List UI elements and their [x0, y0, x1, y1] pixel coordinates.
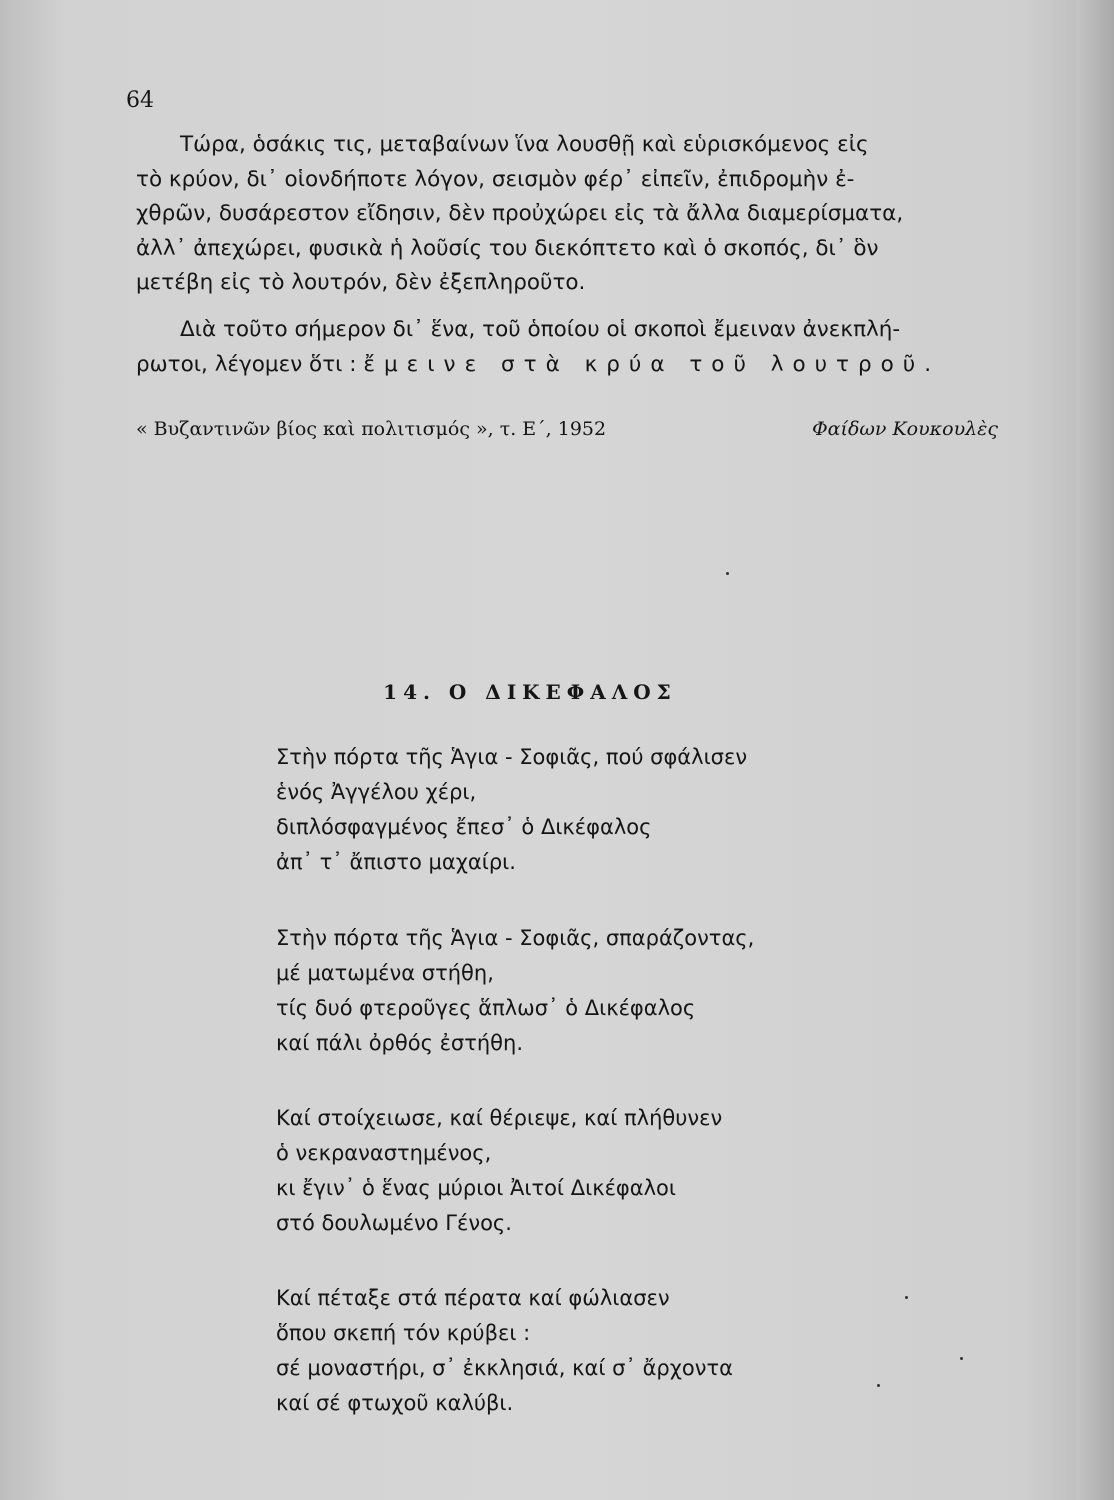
poem-stanza-1 [276, 740, 747, 880]
ink-speck [960, 1357, 963, 1360]
prose-line: μετέβη εἰς τὸ λουτρόν, δὲν ἐξεπληροῦτο. [136, 270, 586, 295]
page-number: 64 [126, 88, 154, 113]
poem-line: τίς δυό φτεροῦγες ἅπλωσ᾽ ὁ Δικέφαλος [276, 996, 696, 1020]
ink-speck [726, 572, 729, 575]
poem-line: κι ἔγιν᾽ ὁ ἕνας μύριοι Ἀιτοί Δικέφαλοι [276, 1176, 676, 1200]
section-heading: 14. Ο ΔΙΚΕΦΑΛΟΣ [383, 680, 677, 704]
poem-line: καί πάλι ὀρθός ἐστήθη. [276, 1031, 524, 1055]
prose-paragraph-2 [136, 313, 998, 382]
prose-line-start: ρωτοι, λέγομεν ὅτι : [136, 351, 357, 377]
poem-line: Στὴν πόρτα τῆς Ἁγια - Σοφιᾶς, πού σφάλισεν [276, 745, 748, 769]
poem-stanza-2 [276, 921, 754, 1061]
poem-line: ὅπου σκεπή τόν κρύβει : [276, 1321, 531, 1345]
poem-line: σέ μοναστήρι, σ᾽ ἐκκλησιά, καί σ᾽ ἄρχοντα [276, 1356, 733, 1380]
prose-paragraph-1 [136, 128, 998, 301]
poem-line: ἑνός Ἀγγέλου χέρι, [276, 780, 477, 804]
poem-line: στό δουλωμένο Γένος. [276, 1211, 512, 1235]
poem-line: Καί πέταξε στά πέρατα καί φώλιασεν [276, 1286, 670, 1310]
poem-stanza-3 [276, 1101, 722, 1241]
prose-line: Διὰ τοῦτο σήμερον δι᾽ ἕνα, τοῦ ὁποίου οἱ σκοποὶ ἔμειναν ἀνεκπλή- [180, 317, 901, 342]
prose-line: χθρῶν, δυσάρεστον εἴδησιν, δὲν προὐχώρει εἰς τὰ ἄλλα διαμερίσματα, [136, 201, 904, 226]
poem-line: καί σέ φτωχοῦ καλύβι. [276, 1391, 514, 1415]
poem-line: διπλόσφαγμένος ἔπεσ᾽ ὁ Δικέφαλος [276, 815, 652, 839]
book-spine-shadow [1076, 0, 1114, 1500]
poem-stanza-4 [276, 1281, 733, 1421]
poem-line: Καί στοίχειωσε, καί θέριεψε, καί πλήθυνεν [276, 1106, 723, 1130]
poem-line: ὁ νεκραναστημένος, [276, 1141, 492, 1165]
source-line [136, 418, 998, 440]
prose-line: Τώρα, ὁσάκις τις, μεταβαίνων ἵνα λουσθῇ καὶ εὑρισκόμενος εἰς [180, 132, 869, 157]
ink-speck [877, 1384, 880, 1387]
prose-line: ἀλλ᾽ ἀπεχώρει, φυσικὰ ἡ λοῦσίς του διεκόπτετο καὶ ὁ σκοπός, δι᾽ ὃν [136, 235, 879, 261]
prose-line: τὸ κρύον, δι᾽ οἱονδήποτε λόγον, σεισμὸν φέρ᾽ εἰπεῖν, ἐπιδρομὴν ἐ- [136, 166, 855, 192]
spaced-proverb: ἔμεινε στὰ κρύα τοῦ λουτροῦ. [363, 351, 941, 377]
poem-line: ἀπ᾽ τ᾽ ἄπιστο μαχαίρι. [276, 850, 516, 874]
poem-line: μέ ματωμένα στήθη, [276, 961, 494, 985]
ink-speck [905, 1296, 908, 1299]
source-author: Φαίδων Κουκουλὲς [812, 418, 998, 440]
prose-line [136, 348, 998, 383]
source-citation: « Βυζαντινῶν βίος καὶ πολιτισμός », τ. Ε΄, 1952 [136, 418, 607, 440]
poem-line: Στὴν πόρτα τῆς Ἁγια - Σοφιᾶς, σπαράζοντας, [276, 926, 755, 950]
